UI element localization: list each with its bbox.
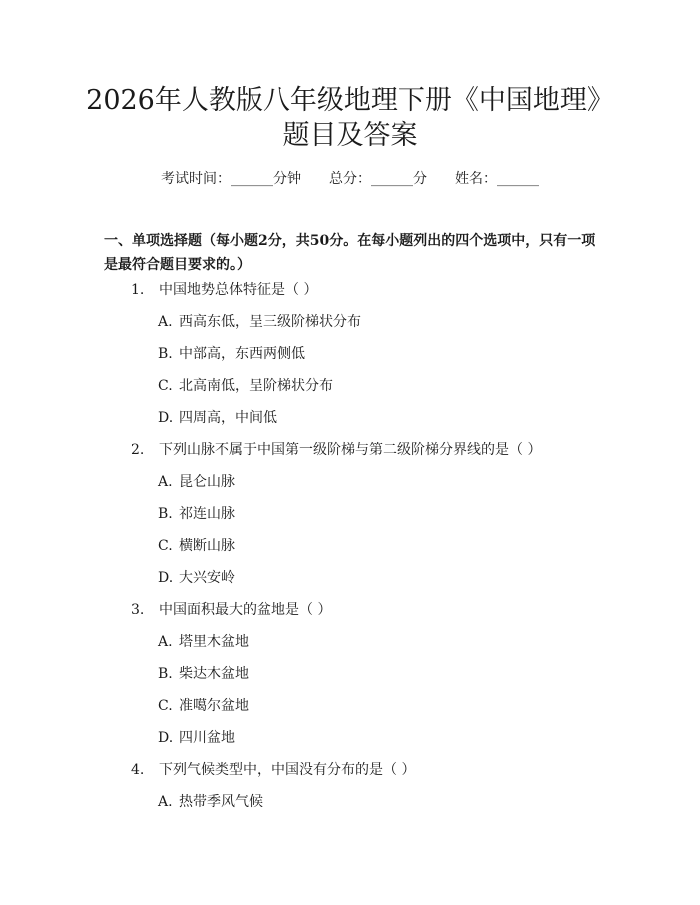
answer-option — [158, 472, 235, 492]
option-text: 柴达木盆地 — [179, 666, 249, 682]
option-text: 大兴安岭 — [179, 570, 235, 586]
question — [131, 440, 541, 460]
exam-time: 考试时间：______分钟 — [161, 171, 301, 187]
student-name: 姓名：______ — [455, 171, 539, 187]
option-text: 准噶尔盆地 — [179, 698, 249, 714]
option-text: 横断山脉 — [179, 538, 235, 554]
option-letter: C. — [158, 698, 173, 714]
answer-option — [158, 664, 249, 684]
option-letter: C. — [158, 378, 173, 394]
option-text: 中部高，东西两侧低 — [179, 346, 305, 362]
option-letter: A. — [158, 314, 173, 330]
option-text: 祁连山脉 — [179, 506, 235, 522]
option-letter: B. — [158, 506, 173, 522]
answer-option — [158, 536, 235, 556]
question — [131, 760, 415, 780]
option-letter: D. — [158, 570, 174, 586]
question-text: 下列山脉不属于中国第一级阶梯与第二级阶梯分界线的是（ ） — [159, 442, 542, 458]
question-number: 2. — [131, 442, 145, 458]
document-title: 2026年人教版八年级地理下册《中国地理》 — [86, 85, 614, 116]
option-text: 昆仑山脉 — [179, 474, 235, 490]
option-letter: A. — [158, 794, 173, 810]
answer-option — [158, 504, 235, 524]
answer-option — [158, 728, 235, 748]
option-text: 四周高，中间低 — [179, 410, 277, 426]
section-heading: 一、单项选择题（每小题2分，共50分。在每小题列出的四个选项中，只有一项是最符合题目要求的。） — [104, 233, 596, 273]
answer-option — [158, 632, 249, 652]
option-text: 西高东低，呈三级阶梯状分布 — [179, 314, 361, 330]
answer-option — [158, 792, 263, 812]
question-number: 3. — [131, 602, 145, 618]
option-text: 北高南低，呈阶梯状分布 — [179, 378, 333, 394]
question — [131, 600, 331, 620]
option-letter: B. — [158, 666, 173, 682]
option-letter: D. — [158, 730, 174, 746]
answer-option — [158, 344, 305, 364]
question — [131, 280, 317, 300]
option-text: 热带季风气候 — [179, 794, 263, 810]
question-text: 中国地势总体特征是（ ） — [159, 282, 318, 298]
question-number: 1. — [131, 282, 145, 298]
question-text: 中国面积最大的盆地是（ ） — [159, 602, 332, 618]
answer-option — [158, 312, 361, 332]
option-letter: C. — [158, 538, 173, 554]
answer-option — [158, 408, 277, 428]
question-text: 下列气候类型中，中国没有分布的是（ ） — [159, 762, 416, 778]
option-letter: A. — [158, 474, 173, 490]
option-letter: B. — [158, 346, 173, 362]
answer-option — [158, 376, 333, 396]
question-number: 4. — [131, 762, 145, 778]
answer-option — [158, 568, 235, 588]
option-letter: A. — [158, 634, 173, 650]
answer-option — [158, 696, 249, 716]
document-title-line2: 题目及答案 — [282, 120, 418, 151]
option-text: 四川盆地 — [179, 730, 235, 746]
exam-info — [0, 169, 700, 189]
exam-score: 总分：______分 — [329, 171, 427, 187]
option-text: 塔里木盆地 — [179, 634, 249, 650]
option-letter: D. — [158, 410, 174, 426]
